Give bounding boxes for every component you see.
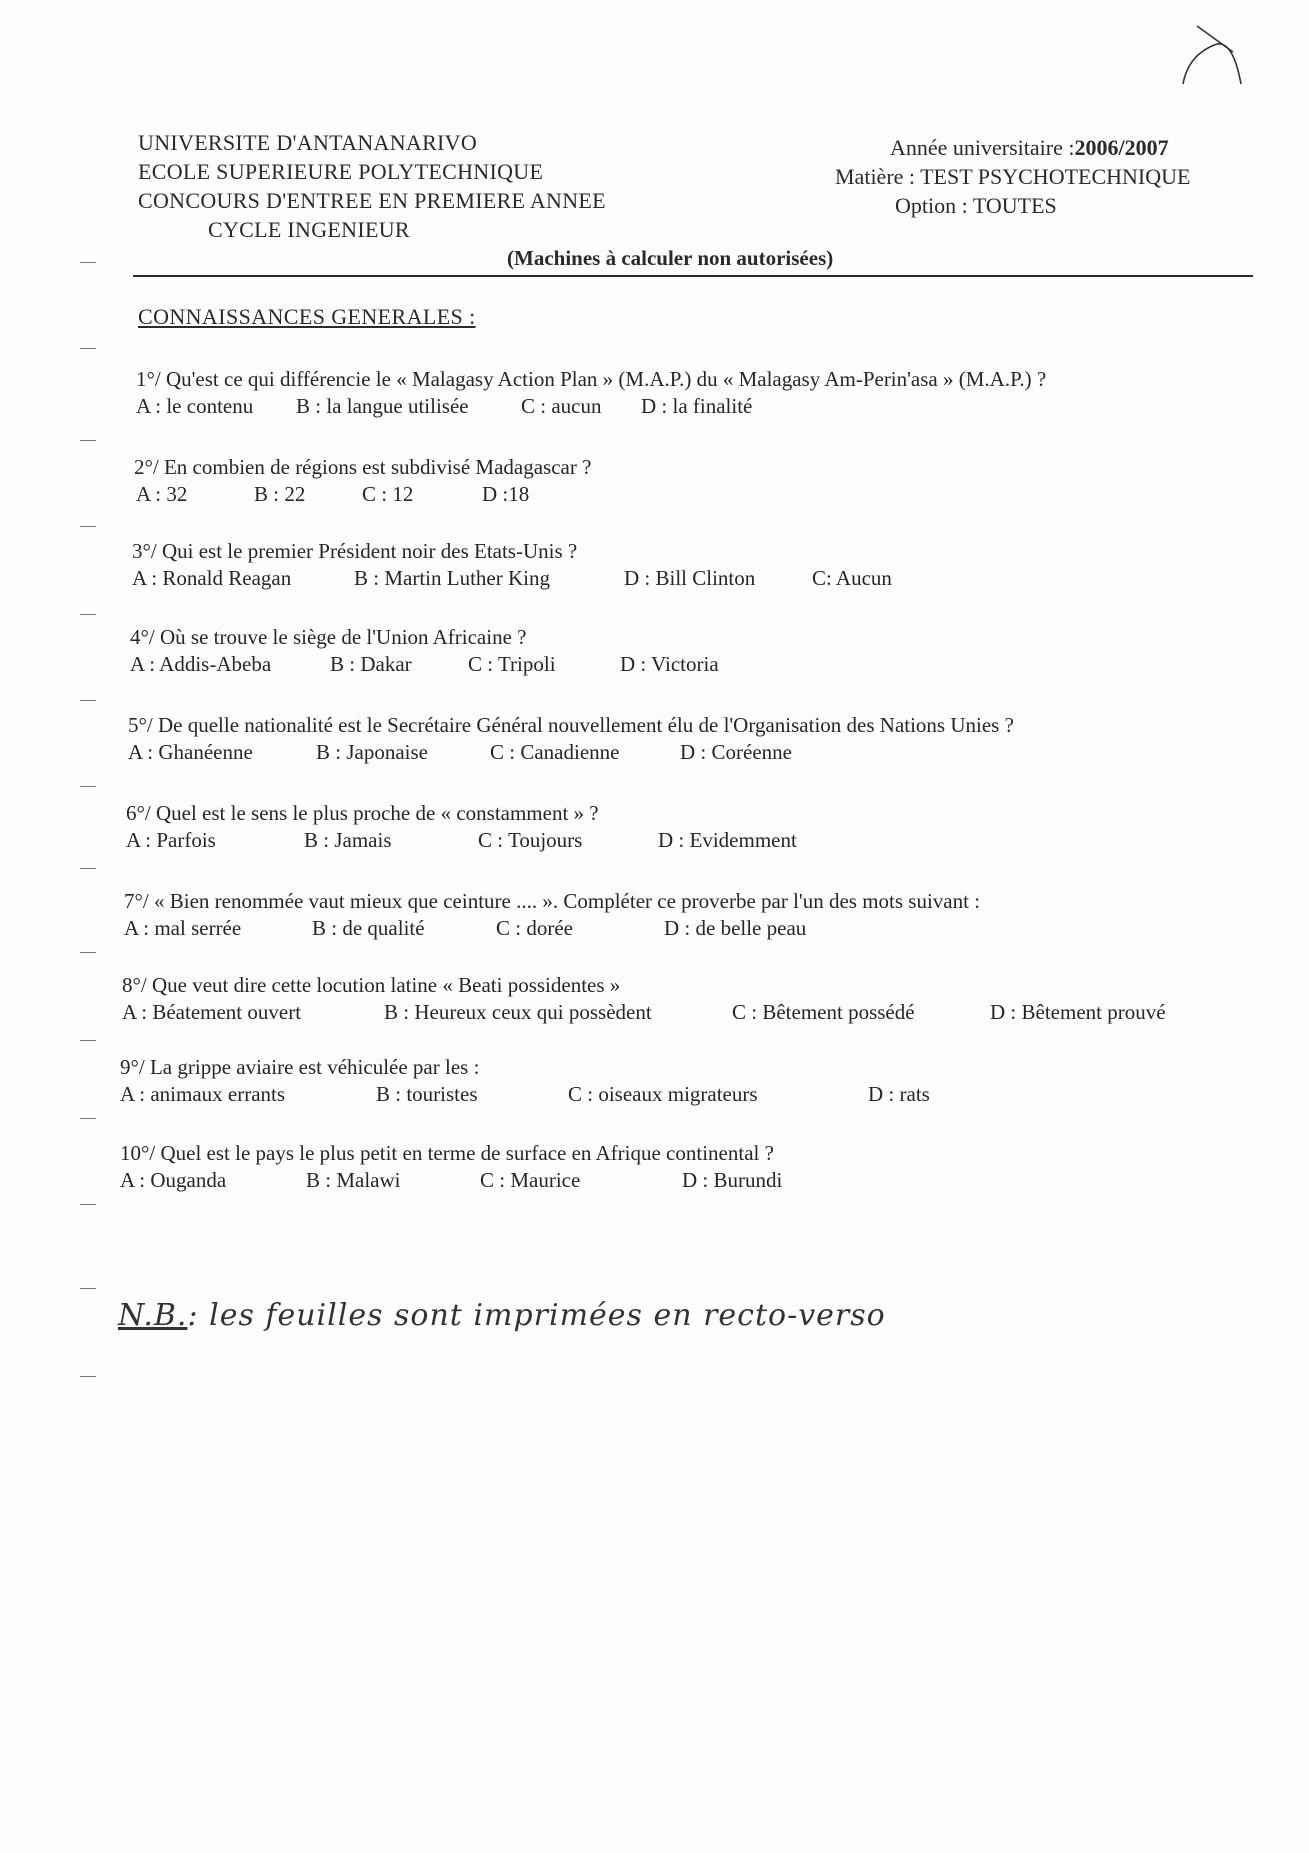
university-name: UNIVERSITE D'ANTANANARIVO xyxy=(138,130,478,155)
question-options xyxy=(122,999,1166,1026)
margin-tick xyxy=(80,262,96,263)
question-2 xyxy=(134,454,591,508)
option-d: D : la finalité xyxy=(641,394,753,418)
question-6 xyxy=(126,800,797,854)
question-text: 2°/ En combien de régions est subdivisé Madagascar ? xyxy=(134,455,592,479)
question-text: 4°/ Où se trouve le siège de l'Union Africaine ? xyxy=(130,625,527,649)
option-b: B : la langue utilisée xyxy=(296,394,469,418)
margin-tick xyxy=(80,1376,96,1377)
exam-info-header xyxy=(835,133,1190,220)
margin-tick xyxy=(80,1288,96,1289)
question-text: 3°/ Qui est le premier Président noir des Etats-Unis ? xyxy=(132,539,578,563)
question-5 xyxy=(128,712,1014,766)
question-7 xyxy=(124,888,980,942)
margin-tick xyxy=(80,952,96,953)
question-10 xyxy=(120,1140,783,1194)
option-a: A : Parfois xyxy=(126,828,216,852)
handwritten-corner-mark xyxy=(1175,22,1245,92)
margin-tick xyxy=(80,700,96,701)
option-d: D : Bill Clinton xyxy=(624,566,756,590)
institution-header xyxy=(138,128,606,244)
calculator-note: (Machines à calculer non autorisées) xyxy=(507,246,834,270)
question-options xyxy=(120,1081,930,1108)
option-d: D : Bêtement prouvé xyxy=(990,1000,1166,1024)
option-c: C : Toujours xyxy=(478,828,583,852)
question-options xyxy=(136,393,1046,420)
option-c: C : Canadienne xyxy=(490,740,620,764)
question-9 xyxy=(120,1054,930,1108)
option-c: C : Bêtement possédé xyxy=(732,1000,915,1024)
margin-tick xyxy=(80,614,96,615)
header-divider xyxy=(133,275,1253,277)
cycle-name: CYCLE INGENIEUR xyxy=(208,217,410,242)
margin-tick xyxy=(80,868,96,869)
question-options xyxy=(124,915,980,942)
margin-tick xyxy=(80,1204,96,1205)
academic-year: Année universitaire :2006/2007 xyxy=(890,135,1169,160)
question-options xyxy=(128,739,1014,766)
option-c: C : Tripoli xyxy=(468,652,556,676)
question-options xyxy=(120,1167,783,1194)
margin-tick xyxy=(80,786,96,787)
option-b: B : Malawi xyxy=(306,1168,401,1192)
option-b: B : Jamais xyxy=(304,828,392,852)
option-a: A : animaux errants xyxy=(120,1082,286,1106)
option-b: B : de qualité xyxy=(312,916,425,940)
option-b: B : Dakar xyxy=(330,652,412,676)
option-b: B : Japonaise xyxy=(316,740,428,764)
option-a: A : Ghanéenne xyxy=(128,740,253,764)
question-8 xyxy=(122,972,1166,1026)
option-a: A : Ouganda xyxy=(120,1168,227,1192)
option-b: B : Heureux ceux qui possèdent xyxy=(384,1000,652,1024)
option-c: C: Aucun xyxy=(812,566,892,590)
option-a: A : 32 xyxy=(136,482,188,506)
question-text: 7°/ « Bien renommée vaut mieux que ceinture .... ». Compléter ce proverbe par l'un des mots suivant : xyxy=(124,889,981,913)
section-title: CONNAISSANCES GENERALES : xyxy=(138,304,476,329)
question-1 xyxy=(136,366,1046,420)
margin-tick xyxy=(80,440,96,441)
question-text: 8°/ Que veut dire cette locution latine « Beati possidentes » xyxy=(122,973,621,997)
option-a: A : Addis-Abeba xyxy=(130,652,272,676)
question-text: 5°/ De quelle nationalité est le Secrétaire Général nouvellement élu de l'Organisation des Nations Unies ? xyxy=(128,713,1014,737)
option-c: C : dorée xyxy=(496,916,573,940)
option-c: C : oiseaux migrateurs xyxy=(568,1082,758,1106)
school-name: ECOLE SUPERIEURE POLYTECHNIQUE xyxy=(138,159,544,184)
question-options xyxy=(126,827,797,854)
option-c: C : Maurice xyxy=(480,1168,581,1192)
question-options xyxy=(130,651,719,678)
option-b: B : touristes xyxy=(376,1082,478,1106)
option-d: D : de belle peau xyxy=(664,916,807,940)
exam-name: CONCOURS D'ENTREE EN PREMIERE ANNEE xyxy=(138,188,606,213)
option-b: B : 22 xyxy=(254,482,306,506)
option-d: D : Victoria xyxy=(620,652,719,676)
option-d: D : Coréenne xyxy=(680,740,792,764)
option-a: A : mal serrée xyxy=(124,916,242,940)
option-a: A : Béatement ouvert xyxy=(122,1000,302,1024)
option-b: B : Martin Luther King xyxy=(354,566,550,590)
option-d: D :18 xyxy=(482,482,530,506)
note-text: : les feuilles sont imprimées en recto-verso xyxy=(187,1298,886,1333)
note-label: N.B. xyxy=(118,1298,188,1333)
option: Option : TOUTES xyxy=(895,193,1057,218)
question-3 xyxy=(132,538,892,592)
margin-tick xyxy=(80,1118,96,1119)
option-d: D : Evidemment xyxy=(658,828,797,852)
handwritten-note xyxy=(118,1298,886,1333)
option-d: D : rats xyxy=(868,1082,930,1106)
question-text: 6°/ Quel est le sens le plus proche de « constamment » ? xyxy=(126,801,599,825)
question-options xyxy=(134,481,591,508)
option-a: A : le contenu xyxy=(136,394,254,418)
option-c: C : 12 xyxy=(362,482,414,506)
question-4 xyxy=(130,624,719,678)
subject: Matière : TEST PSYCHOTECHNIQUE xyxy=(835,164,1191,189)
question-text: 10°/ Quel est le pays le plus petit en terme de surface en Afrique continental ? xyxy=(120,1141,774,1165)
margin-tick xyxy=(80,1040,96,1041)
question-text: 9°/ La grippe aviaire est véhiculée par les : xyxy=(120,1055,480,1079)
option-d: D : Burundi xyxy=(682,1168,783,1192)
option-a: A : Ronald Reagan xyxy=(132,566,292,590)
question-options xyxy=(132,565,892,592)
margin-tick xyxy=(80,348,96,349)
margin-tick xyxy=(80,526,96,527)
question-text: 1°/ Qu'est ce qui différencie le « Malagasy Action Plan » (M.A.P.) du « Malagasy Am-Perin'asa » (M.A.P.) ? xyxy=(136,367,1047,391)
option-c: C : aucun xyxy=(521,394,602,418)
